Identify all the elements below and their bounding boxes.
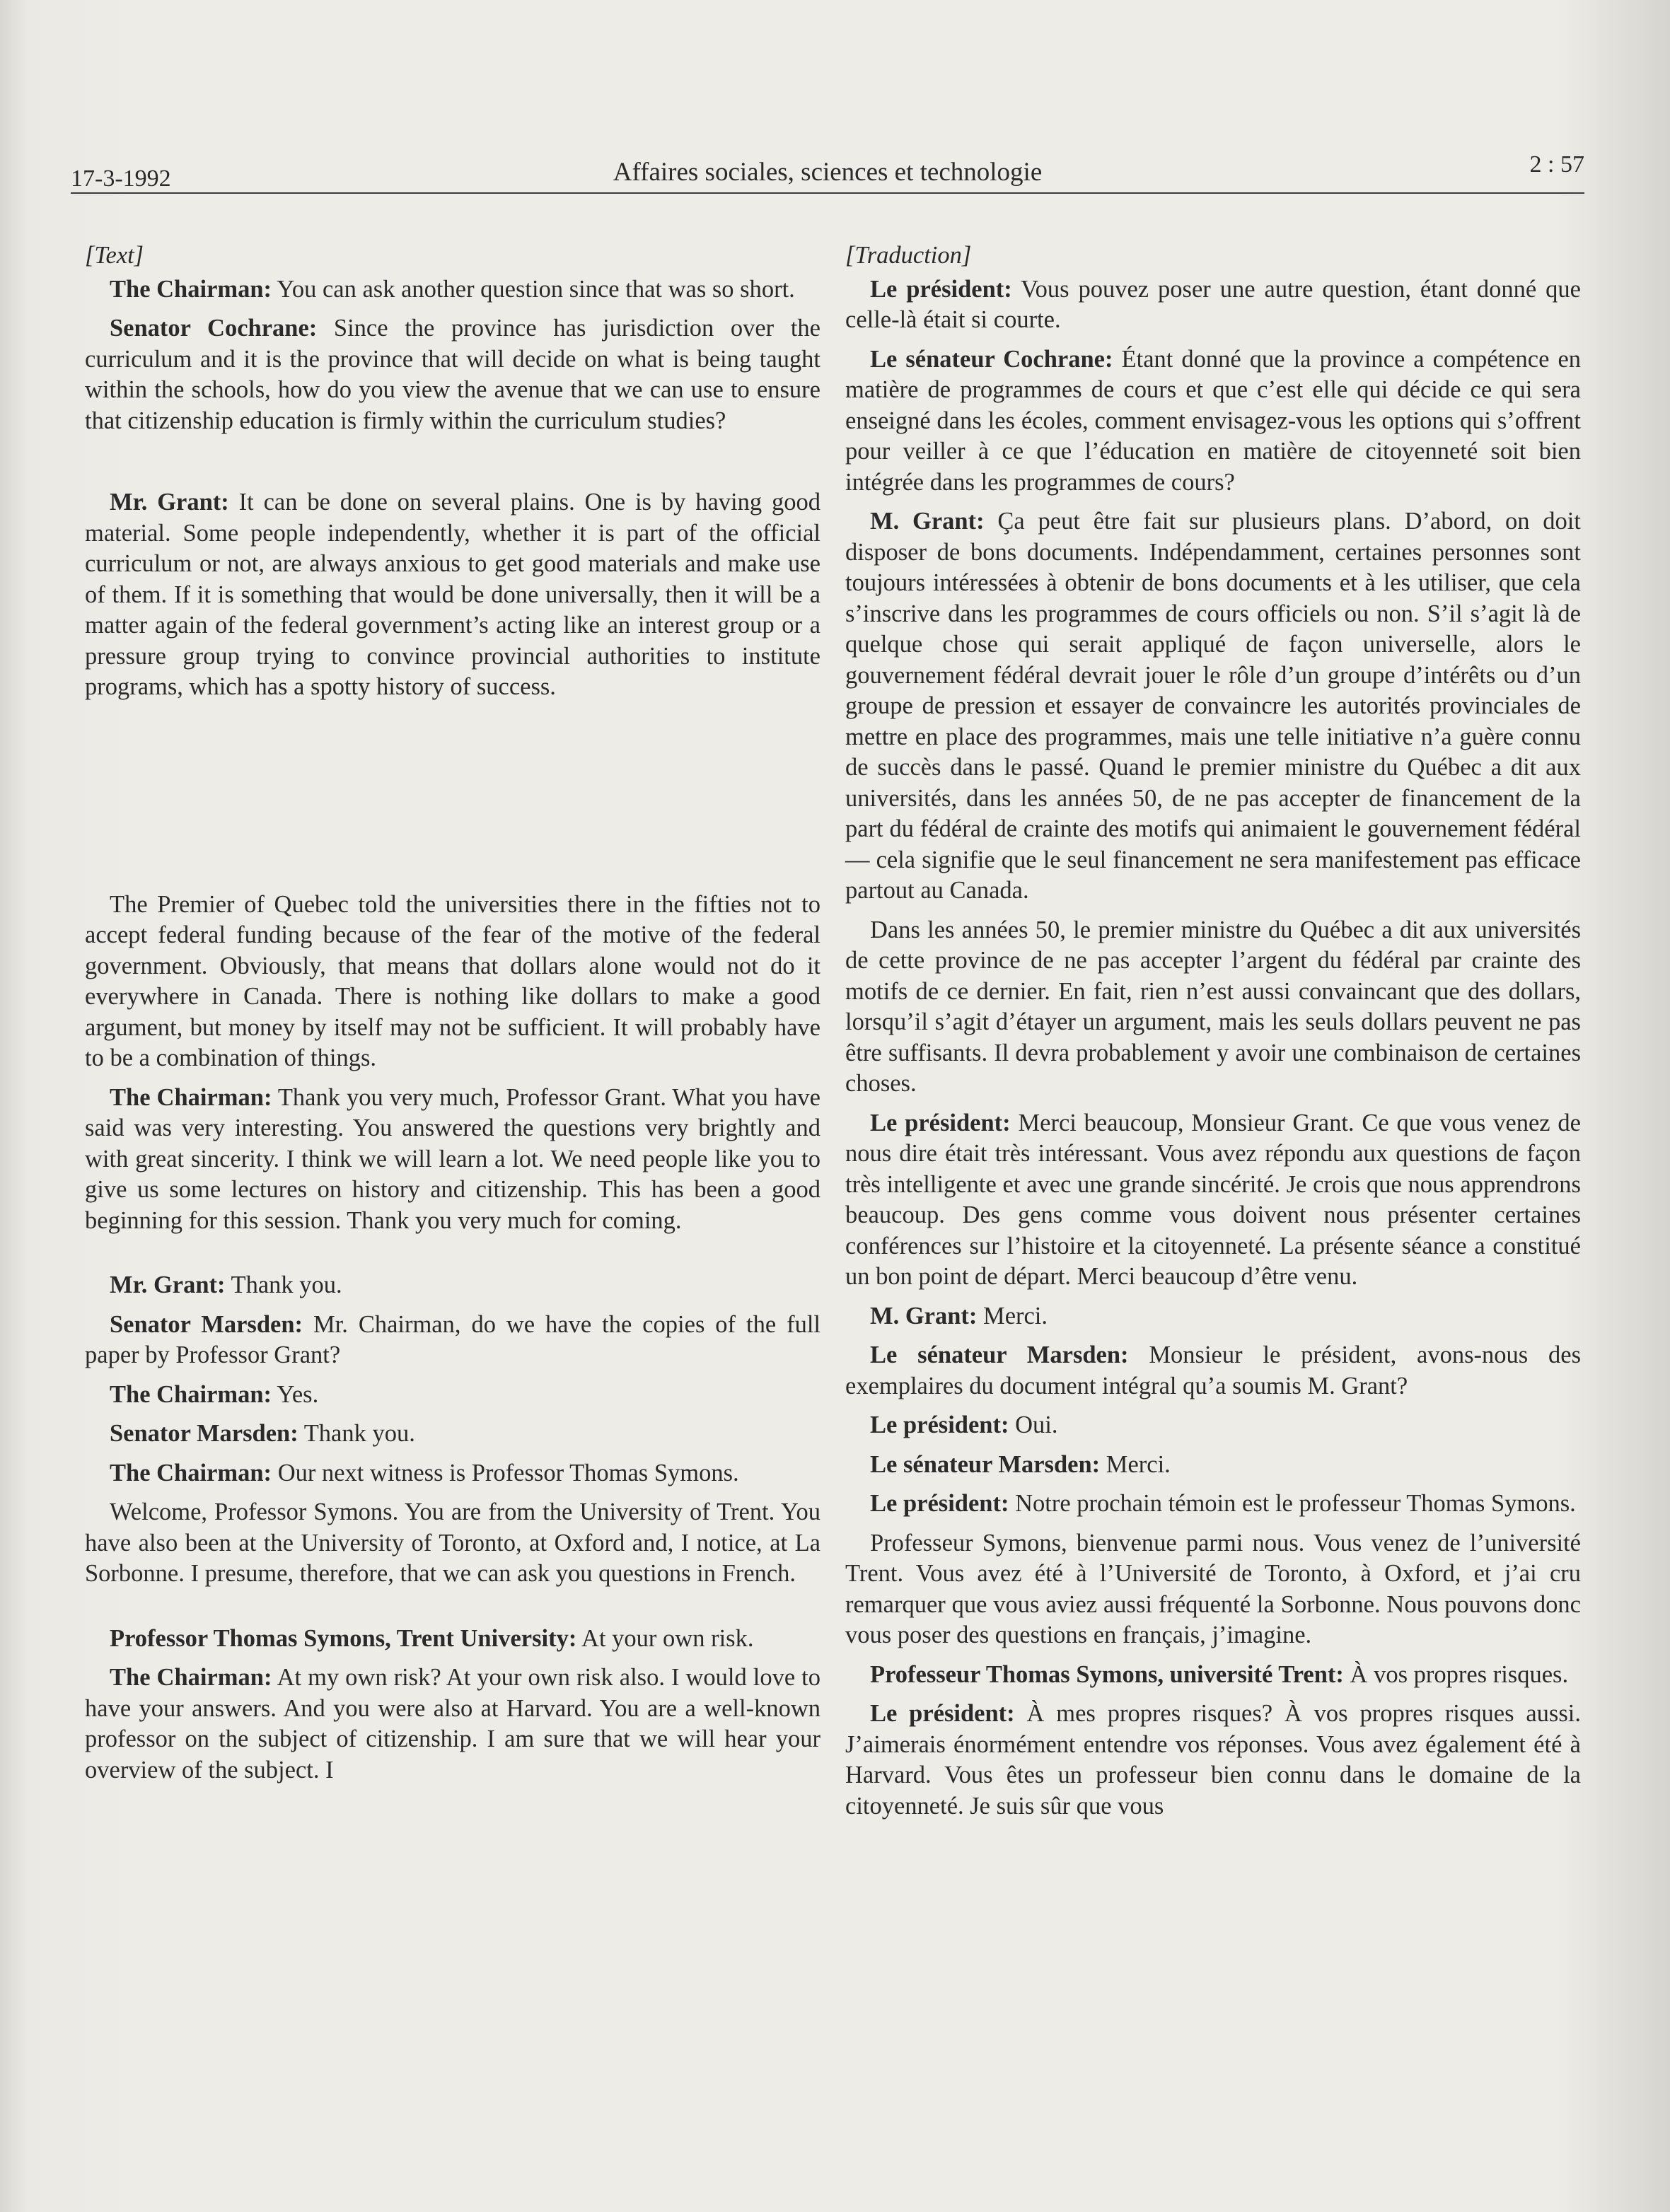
speech: Ça peut être fait sur plusieurs plans. D’abord, on doit disposer de bons documents. Indépendamment, certaines personnes sont toujours intéressées à obtenir de bons documents et à les utiliser, que cela s’inscrive dans les programmes de cours officiels ou non. S’il s’agit là de quelque chose qui serait appliqué de façon universelle, alors le gouvernement fédéral devrait jouer le rôle d’un groupe d’intérêts ou d’un groupe de pression et essayer de convaincre les autorités provinciales de mettre en place des programmes, mais une telle initiative n’a guère connu de succès dans le passé. Quand le premier ministre du Québec a dit aux universités, dans les années 50, de ne pas accepter de financement de la part du fédéral de crainte des motifs qui animaient le gouvernement fédéral — cela signifie que le seul financement ne sera manifestement pas efficace partout au Canada. (845, 508, 1581, 904)
language-marker: [Traduction] (845, 242, 972, 269)
speaker: The Chairman: (110, 1664, 272, 1691)
paragraph (845, 1450, 1581, 1481)
paragraph (845, 344, 1581, 499)
speech: Yes. (272, 1380, 319, 1408)
speech: Merci. (977, 1302, 1048, 1329)
speech: Vous pouvez poser une autre question, étant donné que celle-là était si courte. (845, 275, 1581, 333)
speech: Notre prochain témoin est le professeur Thomas Symons. (1009, 1490, 1576, 1517)
speech: You can ask another question since that was so short. (272, 275, 795, 303)
paragraph (85, 1380, 820, 1411)
speech: Professeur Symons, bienvenue parmi nous. Vous venez de l’université Trent. Vous avez été à l’Université de Toronto, à Oxford, et j’ai cru remarquer que vous aviez aussi fréquenté la Sorbonne. Nous pouvons donc vous poser des questions en français, j’imagine. (845, 1529, 1581, 1648)
speaker: Senator Marsden: (110, 1420, 298, 1447)
speech: At my own risk? At your own risk also. I would love to have your answers. And you were also at Harvard. You are a well-known professor on the subject of citizenship. I am sure that we will hear your overview of the subject. I (85, 1664, 820, 1783)
speech: Monsieur le président, avons-nous des exemplaires du document intégral qu’a soumis M. Grant? (845, 1341, 1581, 1399)
speaker: M. Grant: (870, 508, 985, 535)
speaker: Professor Thomas Symons, Trent University: (110, 1624, 577, 1652)
speech: At your own risk. (576, 1624, 754, 1652)
paragraph (85, 274, 820, 305)
speech: Étant donné que la province a compétence en matière de programmes de cours et que c’est elle qui décide ce qui sera enseigné dans les écoles, comment envisagez-vous les options qui s’offrent pour veiller à ce que l’éducation en matière de citoyenneté soit bien intégrée dans les programmes de cours? (845, 345, 1582, 496)
speaker: Mr. Grant: (110, 489, 229, 516)
speech: Welcome, Professor Symons. You are from the University of Trent. You have also been at the University of Toronto, at Oxford and, I notice, at La Sorbonne. I presume, therefore, that we can ask you questions in French. (85, 1498, 820, 1587)
speech: It can be done on several plains. One is by having good material. Some people independently, whether it is part of the official curriculum or not, are always anxious to get good materials and make use of them. If it is something that would be done universally, then it will be a matter again of the federal government’s acting like an interest group or a pressure group trying to convince provincial authorities to institute programs, which has a spotty history of success. (85, 489, 820, 700)
speech: Thank you. (225, 1271, 342, 1298)
language-marker: [Text] (85, 242, 144, 269)
paragraph (845, 506, 1581, 907)
speaker: Senator Marsden: (110, 1310, 303, 1338)
english-column (85, 240, 820, 1794)
speech: Our next witness is Professor Thomas Symons. (272, 1459, 739, 1486)
speaker: The Chairman: (110, 1380, 272, 1408)
paragraph (85, 1497, 820, 1590)
speaker: M. Grant: (870, 1302, 978, 1329)
speaker: The Chairman: (110, 1459, 272, 1486)
speech: Merci beaucoup, Monsieur Grant. Ce que vous venez de nous dire était très intéressant. Vous avez répondu aux questions de façon très intelligente et avec une grande sincérité. Je crois que nous apprendrons beaucoup. Des gens comme vous doivent nous présenter certaines conférences sur l’histoire et la citoyenneté. La présente séance a constitué un bon point de départ. Merci beaucoup d’être venu. (845, 1109, 1581, 1290)
speaker: Le président: (870, 1411, 1009, 1438)
paragraph (85, 313, 820, 436)
header-title: Affaires sociales, sciences et technologie (613, 158, 1043, 187)
speech: À mes propres risques? À vos propres risques aussi. J’aimerais énormément entendre vos réponses. Vous avez également été à Harvard. Vous êtes un professeur bien connu dans le domaine de la citoyenneté. Je suis sûr que vous (845, 1700, 1581, 1820)
speech: À vos propres risques. (1343, 1660, 1569, 1688)
paragraph (845, 1660, 1581, 1691)
paragraph (845, 915, 1581, 1100)
speaker: The Chairman: (110, 275, 272, 303)
speaker: Le président: (870, 1109, 1011, 1136)
speech: Oui. (1009, 1411, 1058, 1438)
french-column (845, 240, 1581, 1830)
paragraph (85, 1624, 820, 1655)
header-date: 17-3-1992 (71, 165, 171, 192)
paragraph (85, 1419, 820, 1450)
speaker: Senator Cochrane: (110, 315, 318, 342)
speech: The Premier of Quebec told the universities there in the fifties not to accept federal funding because of the fear of the motive of the federal government. Obviously, that means that dollars alone would not do it everywhere in Canada. There is nothing like dollars to make a good argument, but money by itself may not be sufficient. It will probably have to be a combination of things. (85, 890, 820, 1071)
speaker: Mr. Grant: (110, 1271, 226, 1298)
header-page-number: 2 : 57 (1529, 151, 1584, 177)
paragraph (85, 1458, 820, 1489)
speech: Mr. Chairman, do we have the copies of the full paper by Professor Grant? (85, 1310, 820, 1368)
speech: Merci. (1100, 1450, 1171, 1478)
speaker: Le président: (870, 1700, 1015, 1727)
paragraph (845, 1410, 1581, 1441)
paragraph (85, 1663, 820, 1786)
speech: Dans les années 50, le premier ministre du Québec a dit aux universités de cette province de ne pas accepter l’argent du fédéral par crainte des motifs de ce dernier. En fait, rien n’est aussi convaincant que des dollars, lorsqu’il s’agit d’étayer un argument, mais les seuls dollars peuvent ne pas être suffisants. Il devra probablement y avoir une combinaison de certaines choses. (845, 916, 1581, 1097)
paragraph (845, 1340, 1581, 1402)
speaker: Le sénateur Cochrane: (870, 345, 1113, 373)
speech: Thank you very much, Professor Grant. What you have said was very interesting. You answered the questions very brightly and with great sincerity. I think we will learn a lot. We need people like you to give us some lectures on history and citizenship. This has been a good beginning for this session. Thank you very much for coming. (85, 1083, 820, 1234)
page-header (71, 150, 1584, 194)
speaker: Professeur Thomas Symons, université Trent: (870, 1660, 1344, 1688)
paragraph (845, 1301, 1581, 1332)
speaker: Le sénateur Marsden: (870, 1450, 1101, 1478)
paragraph (845, 1489, 1581, 1520)
speaker: Le sénateur Marsden: (870, 1341, 1129, 1368)
paragraph (845, 274, 1581, 336)
speech: Since the province has jurisdiction over the curriculum and it is the province that will decide on what is being taught within the schools, how do you view the avenue that we can use to ensure that citizenship education is firmly within the curriculum studies? (85, 315, 820, 434)
paragraph (85, 1310, 820, 1371)
speech: Thank you. (298, 1420, 415, 1447)
paragraph (85, 1270, 820, 1301)
speaker: Le président: (870, 1490, 1009, 1517)
paragraph (85, 487, 820, 703)
paragraph (85, 1083, 820, 1237)
paragraph (845, 1699, 1581, 1822)
paragraph (85, 890, 820, 1074)
paragraph (845, 1528, 1581, 1651)
speaker: Le président: (870, 275, 1012, 303)
speaker: The Chairman: (110, 1083, 272, 1111)
paragraph (845, 1108, 1581, 1293)
